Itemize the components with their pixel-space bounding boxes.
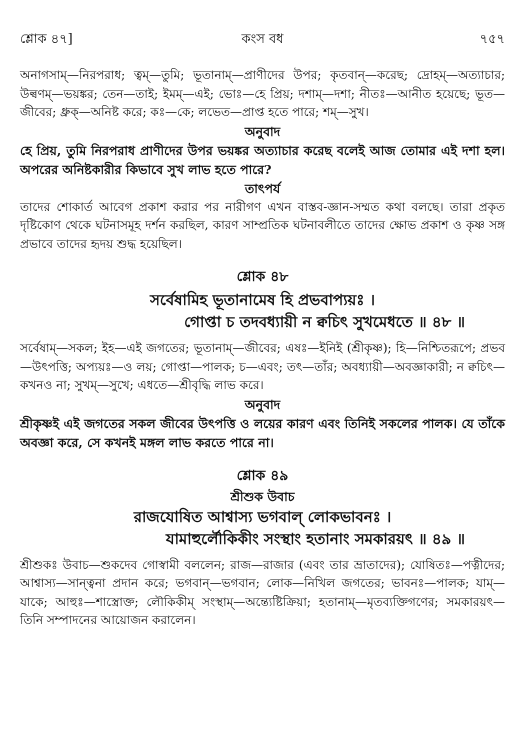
purport-heading: তাৎপর্য <box>244 180 281 196</box>
translation-verse-47: হে প্রিয়, তুমি নিরপরাধ প্রাণীদের উপর ভয়ঙ্কর অত্যাচার করেছ বলেই আজ তোমার এই দশা হল। অপরের অনিষ্টকারীর কিভাবে সুখ লাভ হতে পারে? <box>20 142 505 177</box>
page-header <box>20 30 505 50</box>
synonyms-verse-48: সর্বেষাম্—সকল; ইহ—এই জগতের; ভূতানাম্—জীবের; এষঃ—ইনিই (শ্রীকৃষ্ণ); হি—নিশ্চিতরূপে; প্রভব—উৎপত্তি; অপ্যয়ঃ—ও লয়; গোপ্তা—পালক; চ—এবং; তৎ—তাঁর; অবধ্যায়ী—অবজ্ঞাকারী; ন ক্বচিৎ—কখনও না; সুখম্—সুখে; এধতে—শ্রীবৃদ্ধি লাভ করে। <box>20 341 505 392</box>
verse-49-line-2: যামাহুর্লৌকিকীং সংস্থাং হতানাং সমকারয়ৎ ॥ ৪৯ ॥ <box>165 529 465 548</box>
translation-heading-47: অনুবাদ <box>244 123 281 139</box>
page-content <box>20 66 505 630</box>
verse-49-number: শ্লোক ৪৯ <box>236 467 289 484</box>
header-page-number: ৭৫৭ <box>479 32 505 47</box>
verse-48-line-1: সর্বেষামিহ ভূতানামেষ হি প্রভবাপ্যয়ঃ । <box>150 291 375 309</box>
purport-text: তাদের শোকার্ত আবেগ প্রকাশ করার পর নারীগণ এখন বাস্তব-জ্ঞান-সম্মত কথা বলছে। তারা প্রকৃত দৃষ্টিকোণ থেকে ঘটনাসমূহ দর্শন করছিল, কারণ সাম্প্রতিক ঘটনাবলীতে তাদের ক্ষোভ প্রকাশ ও কৃষ্ণ সঙ্গ প্রভাবে তাদের হৃদয় শুদ্ধ হয়েছিল। <box>20 199 505 251</box>
synonyms-verse-49: শ্রীশুকঃ উবাচ—শুকদেব গোস্বামী বললেন; রাজ—রাজার (এবং তার ভ্রাতাদের); যোষিতঃ—পত্নীদের; আশ্বাস্য—সান্ত্বনা প্রদান করে; ভগবান্—ভগবান; লোক—নিখিল জগতের; ভাবনঃ—পালক; যাম্—যাকে; আহুঃ—শাস্ত্রোক্ত; লৌকিকীম্ সংস্থাম্—অন্ত্যেষ্টিক্রিয়া; হতানাম্—মৃতব্যক্তিগণের; সমকারয়ৎ—তিনি সম্পাদনের আয়োজন করালেন। <box>20 557 505 627</box>
verse-49-speaker: শ্রীশুক উবাচ <box>230 488 295 504</box>
synonyms-verse-47: অনাগসাম্—নিরপরাধ; ত্বম্—তুমি; ভূতানাম্—প্রাণীদের উপর; কৃতবান্—করেছ; দ্রোহম্—অত্যাচার; উল্বণম্—ভয়ঙ্কর; তেন—তাই; ইমম্—এই; ভোঃ—হে প্রিয়; দশাম্—দশা; নীতঃ—আনীত হয়েছে; ভূত—জীবের; ধ্রুক্—অনিষ্ট করে; কঃ—কে; লভেত—প্রাপ্ত হতে পারে; শম্—সুখ। <box>20 68 505 119</box>
header-verse-ref: শ্লোক ৪৭] <box>20 32 73 47</box>
verse-49-line-1: রাজযোষিত আশ্বাস্য ভগবাল্ লোকভাবনঃ । <box>133 507 392 526</box>
verse-48-line-2: গোপ্তা চ তদবধ্যায়ী ন ক্বচিৎ সুখমেধতে ॥ ৪৮ ॥ <box>184 313 465 331</box>
verse-48-number: শ্লোক ৪৮ <box>236 269 289 285</box>
translation-heading-48: অনুবাদ <box>244 396 281 412</box>
header-chapter-title: কংস বধ <box>241 32 284 47</box>
translation-verse-48: শ্রীকৃষ্ণই এই জগতের সকল জীবের উৎপত্তি ও লয়ের কারণ এবং তিনিই সকলের পালক। যে তাঁকে অবজ্ঞা করে, সে কখনই মঙ্গল লাভ করতে পারে না। <box>20 415 505 450</box>
